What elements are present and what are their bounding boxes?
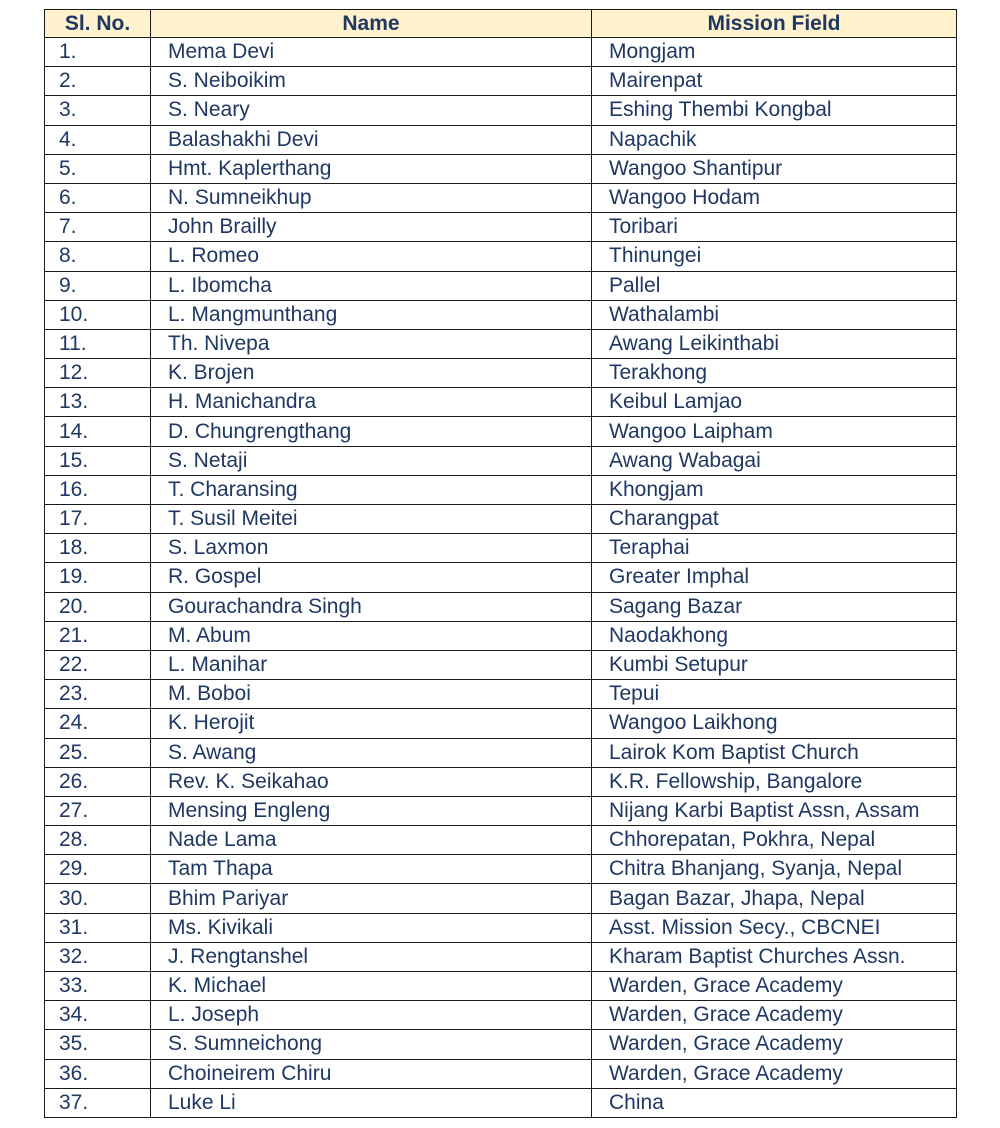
cell-sl-no: 34. <box>45 1001 151 1030</box>
cell-sl-no: 18. <box>45 534 151 563</box>
cell-name: Ms. Kivikali <box>151 913 592 942</box>
table-row <box>45 1088 957 1117</box>
cell-mission-field: Kharam Baptist Churches Assn. <box>592 942 957 971</box>
cell-name: Choineirem Chiru <box>151 1059 592 1088</box>
cell-sl-no: 15. <box>45 446 151 475</box>
cell-sl-no: 2. <box>45 67 151 96</box>
cell-sl-no: 23. <box>45 680 151 709</box>
table-row <box>45 534 957 563</box>
table-row <box>45 183 957 212</box>
cell-mission-field: Toribari <box>592 213 957 242</box>
cell-name: S. Sumneichong <box>151 1030 592 1059</box>
table-row <box>45 67 957 96</box>
cell-sl-no: 11. <box>45 329 151 358</box>
cell-name: S. Laxmon <box>151 534 592 563</box>
cell-mission-field: China <box>592 1088 957 1117</box>
cell-mission-field: Khongjam <box>592 475 957 504</box>
cell-mission-field: Tepui <box>592 680 957 709</box>
cell-mission-field: Kumbi Setupur <box>592 650 957 679</box>
cell-mission-field: Bagan Bazar, Jhapa, Nepal <box>592 884 957 913</box>
cell-mission-field: Wangoo Shantipur <box>592 154 957 183</box>
cell-mission-field: Wangoo Laipham <box>592 417 957 446</box>
cell-sl-no: 14. <box>45 417 151 446</box>
cell-sl-no: 36. <box>45 1059 151 1088</box>
cell-mission-field: Thinungei <box>592 242 957 271</box>
cell-sl-no: 20. <box>45 592 151 621</box>
table-body <box>45 38 957 1118</box>
cell-mission-field: Asst. Mission Secy., CBCNEI <box>592 913 957 942</box>
cell-mission-field: Awang Wabagai <box>592 446 957 475</box>
table-row <box>45 125 957 154</box>
cell-name: Balashakhi Devi <box>151 125 592 154</box>
cell-name: M. Boboi <box>151 680 592 709</box>
table-row <box>45 1059 957 1088</box>
table-header-row <box>45 10 957 38</box>
cell-mission-field: Wangoo Laikhong <box>592 709 957 738</box>
cell-name: L. Romeo <box>151 242 592 271</box>
cell-mission-field: Chhorepatan, Pokhra, Nepal <box>592 826 957 855</box>
table-row <box>45 213 957 242</box>
cell-name: Mema Devi <box>151 38 592 67</box>
cell-mission-field: Nijang Karbi Baptist Assn, Assam <box>592 796 957 825</box>
cell-mission-field: Mongjam <box>592 38 957 67</box>
table-row <box>45 942 957 971</box>
table-row <box>45 855 957 884</box>
cell-sl-no: 30. <box>45 884 151 913</box>
table-row <box>45 271 957 300</box>
table-row <box>45 972 957 1001</box>
cell-name: Mensing Engleng <box>151 796 592 825</box>
cell-mission-field: Teraphai <box>592 534 957 563</box>
cell-name: H. Manichandra <box>151 388 592 417</box>
cell-sl-no: 4. <box>45 125 151 154</box>
table-row <box>45 417 957 446</box>
table-row <box>45 884 957 913</box>
header-mission-field: Mission Field <box>592 10 957 38</box>
cell-sl-no: 19. <box>45 563 151 592</box>
cell-sl-no: 28. <box>45 826 151 855</box>
cell-sl-no: 31. <box>45 913 151 942</box>
cell-sl-no: 5. <box>45 154 151 183</box>
table-row <box>45 563 957 592</box>
cell-sl-no: 12. <box>45 359 151 388</box>
cell-name: J. Rengtanshel <box>151 942 592 971</box>
cell-sl-no: 22. <box>45 650 151 679</box>
cell-name: Rev. K. Seikahao <box>151 767 592 796</box>
cell-mission-field: Mairenpat <box>592 67 957 96</box>
cell-mission-field: Warden, Grace Academy <box>592 1030 957 1059</box>
table-row <box>45 388 957 417</box>
cell-sl-no: 10. <box>45 300 151 329</box>
table-row <box>45 709 957 738</box>
table-row <box>45 796 957 825</box>
table-row <box>45 1001 957 1030</box>
cell-mission-field: K.R. Fellowship, Bangalore <box>592 767 957 796</box>
cell-sl-no: 25. <box>45 738 151 767</box>
table-row <box>45 592 957 621</box>
cell-mission-field: Warden, Grace Academy <box>592 1001 957 1030</box>
cell-name: Th. Nivepa <box>151 329 592 358</box>
cell-mission-field: Keibul Lamjao <box>592 388 957 417</box>
cell-name: L. Ibomcha <box>151 271 592 300</box>
cell-sl-no: 26. <box>45 767 151 796</box>
cell-sl-no: 9. <box>45 271 151 300</box>
cell-sl-no: 33. <box>45 972 151 1001</box>
cell-mission-field: Lairok Kom Baptist Church <box>592 738 957 767</box>
cell-name: Hmt. Kaplerthang <box>151 154 592 183</box>
cell-name: L. Manihar <box>151 650 592 679</box>
cell-name: R. Gospel <box>151 563 592 592</box>
table-row <box>45 329 957 358</box>
cell-mission-field: Warden, Grace Academy <box>592 972 957 1001</box>
cell-name: K. Herojit <box>151 709 592 738</box>
cell-name: K. Michael <box>151 972 592 1001</box>
table-row <box>45 505 957 534</box>
table-row <box>45 96 957 125</box>
header-name: Name <box>151 10 592 38</box>
cell-mission-field: Pallel <box>592 271 957 300</box>
header-sl-no: Sl. No. <box>45 10 151 38</box>
cell-sl-no: 27. <box>45 796 151 825</box>
table-row <box>45 767 957 796</box>
cell-name: L. Joseph <box>151 1001 592 1030</box>
table-row <box>45 242 957 271</box>
cell-sl-no: 24. <box>45 709 151 738</box>
cell-sl-no: 6. <box>45 183 151 212</box>
cell-name: Bhim Pariyar <box>151 884 592 913</box>
cell-name: S. Netaji <box>151 446 592 475</box>
cell-mission-field: Wangoo Hodam <box>592 183 957 212</box>
cell-name: S. Neary <box>151 96 592 125</box>
cell-name: Gourachandra Singh <box>151 592 592 621</box>
cell-mission-field: Chitra Bhanjang, Syanja, Nepal <box>592 855 957 884</box>
cell-name: John Brailly <box>151 213 592 242</box>
cell-sl-no: 13. <box>45 388 151 417</box>
cell-name: Nade Lama <box>151 826 592 855</box>
cell-name: K. Brojen <box>151 359 592 388</box>
table-row <box>45 359 957 388</box>
table-row <box>45 621 957 650</box>
table-row <box>45 738 957 767</box>
cell-name: Tam Thapa <box>151 855 592 884</box>
table-row <box>45 650 957 679</box>
cell-mission-field: Wathalambi <box>592 300 957 329</box>
cell-sl-no: 1. <box>45 38 151 67</box>
cell-mission-field: Terakhong <box>592 359 957 388</box>
mission-field-table <box>44 9 957 1118</box>
cell-name: M. Abum <box>151 621 592 650</box>
cell-sl-no: 32. <box>45 942 151 971</box>
table-row <box>45 300 957 329</box>
table-row <box>45 475 957 504</box>
cell-mission-field: Awang Leikinthabi <box>592 329 957 358</box>
table-row <box>45 680 957 709</box>
cell-sl-no: 8. <box>45 242 151 271</box>
cell-mission-field: Charangpat <box>592 505 957 534</box>
table-row <box>45 913 957 942</box>
cell-sl-no: 29. <box>45 855 151 884</box>
cell-mission-field: Napachik <box>592 125 957 154</box>
cell-name: T. Susil Meitei <box>151 505 592 534</box>
table-row <box>45 38 957 67</box>
table-row <box>45 154 957 183</box>
cell-mission-field: Sagang Bazar <box>592 592 957 621</box>
table-row <box>45 446 957 475</box>
cell-name: S. Awang <box>151 738 592 767</box>
cell-name: L. Mangmunthang <box>151 300 592 329</box>
cell-name: D. Chungrengthang <box>151 417 592 446</box>
cell-sl-no: 16. <box>45 475 151 504</box>
cell-name: N. Sumneikhup <box>151 183 592 212</box>
table-row <box>45 826 957 855</box>
cell-mission-field: Warden, Grace Academy <box>592 1059 957 1088</box>
cell-name: T. Charansing <box>151 475 592 504</box>
cell-sl-no: 3. <box>45 96 151 125</box>
cell-name: Luke Li <box>151 1088 592 1117</box>
cell-sl-no: 37. <box>45 1088 151 1117</box>
cell-sl-no: 7. <box>45 213 151 242</box>
cell-name: S. Neiboikim <box>151 67 592 96</box>
cell-mission-field: Eshing Thembi Kongbal <box>592 96 957 125</box>
table-row <box>45 1030 957 1059</box>
cell-sl-no: 17. <box>45 505 151 534</box>
cell-mission-field: Naodakhong <box>592 621 957 650</box>
cell-sl-no: 21. <box>45 621 151 650</box>
cell-mission-field: Greater Imphal <box>592 563 957 592</box>
cell-sl-no: 35. <box>45 1030 151 1059</box>
